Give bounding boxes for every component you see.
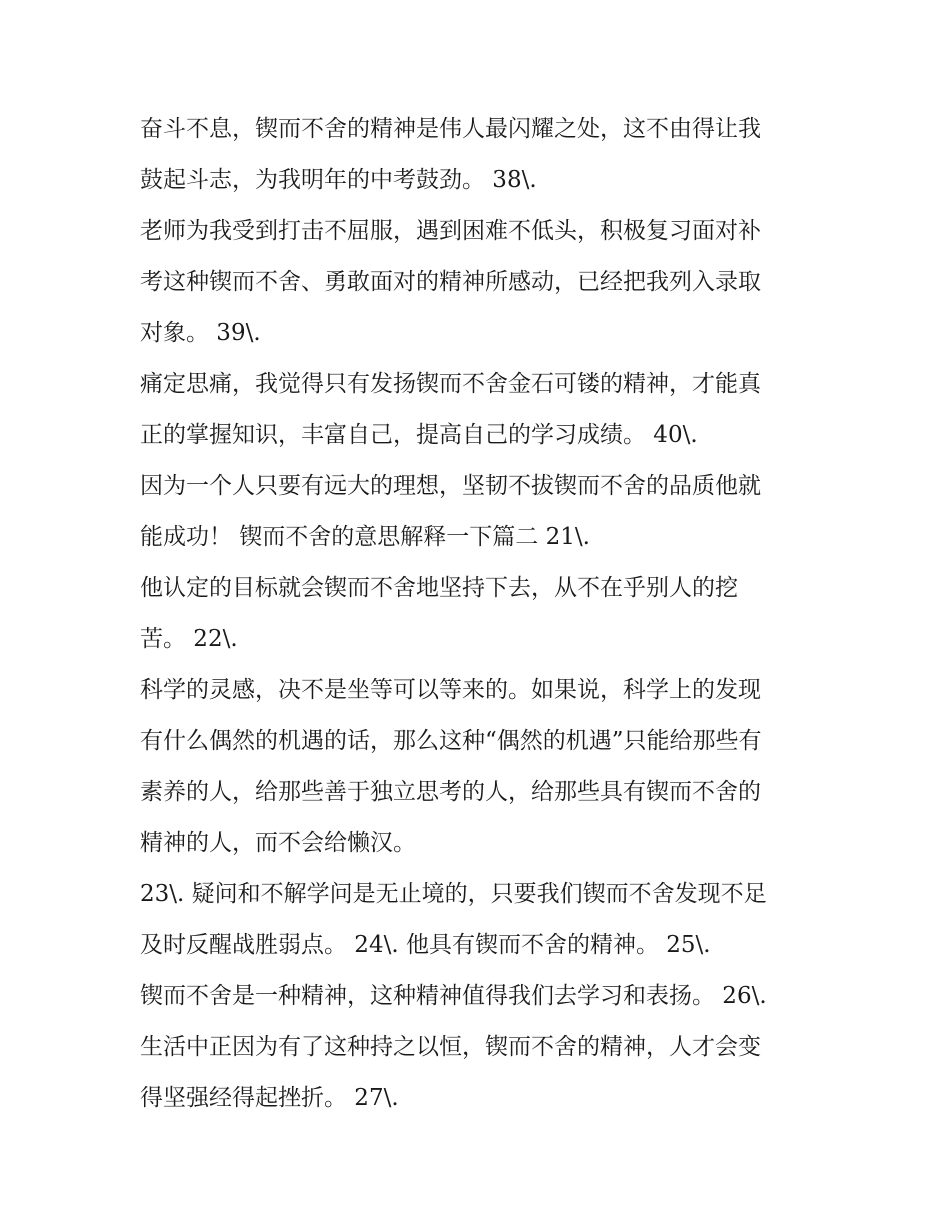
text-line: 得坚强经得起挫折。 27\.: [140, 1085, 399, 1111]
text-line: 有什么偶然的机遇的话，那么这种“偶然的机遇”只能给那些有: [140, 728, 762, 754]
text-line: 科学的灵感，决不是坐等可以等来的。如果说，科学上的发现: [140, 677, 761, 703]
text-line: 他认定的目标就会锲而不舍地坚持下去，从不在乎别人的挖: [140, 575, 738, 601]
text-line: 能成功！ 锲而不舍的意思解释一下篇二 21\.: [140, 524, 590, 550]
text-line: 锲而不舍是一种精神，这种精神值得我们去学习和表扬。 26\.: [140, 983, 767, 1009]
text-line: 对象。 39\.: [140, 320, 261, 346]
text-line: 老师为我受到打击不屈服，遇到困难不低头，积极复习面对补: [140, 218, 761, 244]
text-line: 23\. 疑问和不解学问是无止境的，只要我们锲而不舍发现不足: [140, 881, 767, 907]
text-line: 素养的人，给那些善于独立思考的人，给那些具有锲而不舍的: [140, 779, 761, 805]
text-line: 苦。 22\.: [140, 626, 238, 652]
text-line: 正的掌握知识，丰富自己，提高自己的学习成绩。 40\.: [140, 422, 698, 448]
text-line: 及时反醒战胜弱点。 24\. 他具有锲而不舍的精神。 25\.: [140, 932, 711, 958]
text-line: 痛定思痛，我觉得只有发扬锲而不舍金石可镂的精神，才能真: [140, 371, 761, 397]
text-line: 生活中正因为有了这种持之以恒，锲而不舍的精神，人才会变: [140, 1034, 761, 1060]
text-line: 鼓起斗志，为我明年的中考鼓劲。 38\.: [140, 167, 537, 193]
document-body: [140, 104, 830, 1124]
text-line: 奋斗不息，锲而不舍的精神是伟人最闪耀之处，这不由得让我: [140, 116, 761, 142]
text-line: 精神的人，而不会给懒汉。: [140, 830, 416, 856]
text-line: 考这种锲而不舍、勇敢面对的精神所感动，已经把我列入录取: [140, 269, 761, 295]
text-line: 因为一个人只要有远大的理想，坚韧不拔锲而不舍的品质他就: [140, 473, 761, 499]
